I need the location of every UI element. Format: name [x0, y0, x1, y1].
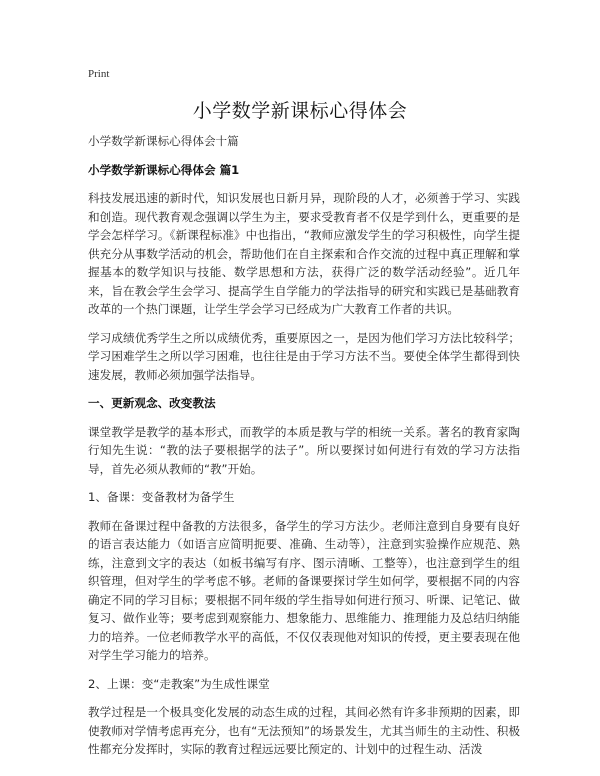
paragraph-study-method: 学习成绩优秀学生之所以成绩优秀，重要原因之一，是因为他们学习方法比较科学；学习困难学生之所以学习困难，也往往是由于学习方法不当。要使全体学生都得到快速发展，教师必须加强学法指导。 [88, 330, 520, 382]
print-label[interactable]: Print [88, 68, 110, 80]
document-subtitle: 小学数学新课标心得体会十篇 [88, 134, 239, 148]
subheading-lesson-prep: 1、备课：变备教材为备学生 [88, 490, 235, 504]
document-body [88, 132, 520, 769]
paragraph-lesson-prep: 教师在备课过程中备教的方法很多，备学生的学习方法少。老师注意到自身要有良好的语言表达能力（如语言应简明扼要、准确、生动等），注意到实验操作应规范、熟练，注意到文字的表达（如板书编写有序、图示清晰、工整等），也注意到学生的组织管理，但对学生的学考虑不够。老师的备课要探讨学生如何学，要根据不同的内容确定不同的学习目标；要根据不同年级的学生指导如何进行预习、听课、记笔记、做复习、做作业等；要考虑到观察能力、想象能力、思维能力、推理能力及总结归纳能力的培养。一位老师教学水平的高低，不仅仅表现他对知识的传授，更主要表现在他对学生学习能力的培养。 [88, 518, 520, 662]
heading-update-concepts: 一、更新观念、改变教法 [88, 396, 216, 410]
section-heading: 小学数学新课标心得体会 篇1 [88, 162, 240, 177]
paragraph-intro: 科技发展迅速的新时代，知识发展也日新月异，现阶段的人才，必须善于学习、实践和创造。现代教育观念强调以学生为主，要求受教育者不仅是学到什么，更重要的是学会怎样学习。《新课程标准》中也指出，“教师应激发学生的学习积极性，向学生提供充分从事数学活动的机会，帮助他们在自主探索和合作交流的过程中真正理解和掌握基本的数学知识与技能、数学思想和方法，获得广泛的数学活动经验”。近几年来，旨在教会学生会学习、提高学生自学能力的学法指导的研究和实践已是基础教育改革的一个热门课题，让学生学会学习已经成为广大教育工作者的共识。 [88, 191, 520, 316]
paragraph-classroom-teaching: 课堂教学是教学的基本形式，而教学的本质是教与学的相统一关系。著名的教育家陶行知先生说：“教的法子要根据学的法子”。所以要探讨如何进行有效的学习方法指导，首先必须从教师的“教”开始。 [88, 424, 520, 476]
page-title: 小学数学新课标心得体会 [192, 100, 408, 122]
paragraph-teaching-process: 教学过程是一个极具变化发展的动态生成的过程，其间必然有许多非预期的因素，即使教师对学情考虑再充分，也有“无法预知”的场景发生，尤其当师生的主动性、积极性都充分发挥时，实际的教育过程远远要比预定的、计划中的过程生动、活泼 [88, 705, 520, 756]
subheading-class: 2、上课：变“走教案”为生成性课堂 [88, 676, 270, 691]
